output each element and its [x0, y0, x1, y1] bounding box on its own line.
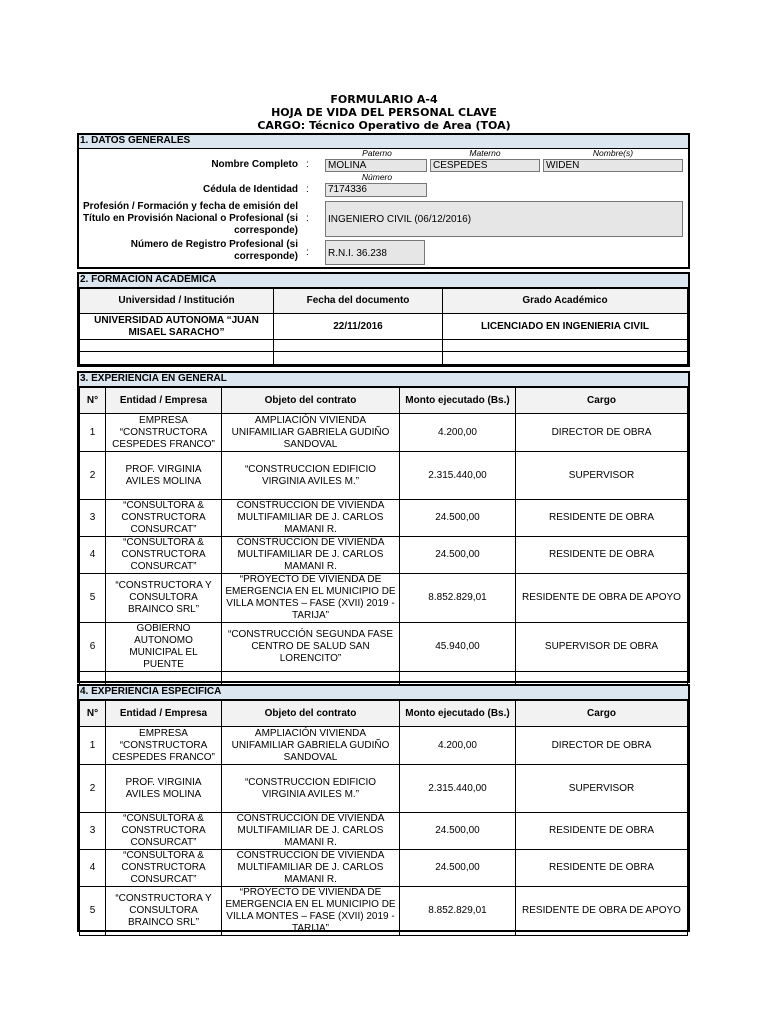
caption-paterno: Paterno	[362, 148, 392, 158]
table-row	[80, 887, 688, 936]
table-row	[80, 727, 688, 765]
col-header: Monto ejecutado (Bs.)	[400, 701, 516, 727]
cell-number: 2	[80, 452, 106, 500]
table-row	[80, 314, 688, 340]
cell-amount: 2.315.440,00	[400, 452, 516, 500]
form-code: FORMULARIO A-4	[330, 93, 438, 106]
cell-role: SUPERVISOR	[516, 452, 688, 500]
cell-amount: 24.500,00	[400, 813, 516, 850]
cell-degree: LICENCIADO EN INGENIERIA CIVIL	[443, 314, 688, 340]
cell-role: RESIDENTE DE OBRA DE APOYO	[516, 574, 688, 623]
cell-object: CONSTRUCCIÓN DE VIVIENDA MULTIFAMILIAR DE J. CARLOS MAMANI R.	[222, 500, 400, 537]
col-header: N°	[80, 701, 106, 727]
table-row	[80, 537, 688, 574]
cell-entity: GOBIERNO AUTONOMO MUNICIPAL EL PUENTE	[106, 623, 222, 672]
cell-number: 4	[80, 850, 106, 887]
col-header: Cargo	[516, 388, 688, 414]
cell-number: 1	[80, 727, 106, 765]
label-registry: Número de Registro Profesional (si corresponde)	[130, 239, 298, 262]
table-row	[80, 850, 688, 887]
cell-number: 2	[80, 765, 106, 813]
cell-institution: UNIVERSIDAD AUTONOMA “JUAN MISAEL SARACHO”	[80, 314, 274, 340]
cell-entity: “CONSTRUCTORA Y CONSULTORA BRAINCO SRL”	[106, 574, 222, 623]
table-row	[80, 500, 688, 537]
table-row	[80, 765, 688, 813]
section-general-experience	[77, 371, 690, 683]
cell-object: AMPLIACIÓN VIVIENDA UNIFAMILIAR GABRIELA GUDIÑO SANDOVAL	[222, 414, 400, 452]
cell-amount: 2.315.440,00	[400, 765, 516, 813]
cell-number: 3	[80, 813, 106, 850]
col-header: Entidad / Empresa	[106, 388, 222, 414]
cell-number: 5	[80, 574, 106, 623]
form-title: HOJA DE VIDA DEL PERSONAL CLAVE	[271, 106, 497, 119]
cell-object: CONSTRUCCIÓN DE VIVIENDA MULTIFAMILIAR DE J. CARLOS MAMANI R.	[222, 850, 400, 887]
field-paterno[interactable]: MOLINA	[325, 159, 427, 172]
cell-number: 4	[80, 537, 106, 574]
cell-amount: 4.200,00	[400, 414, 516, 452]
cell-role: RESIDENTE DE OBRA	[516, 850, 688, 887]
cell-role: DIRECTOR DE OBRA	[516, 727, 688, 765]
cell-object: CONSTRUCCIÓN DE VIVIENDA MULTIFAMILIAR DE J. CARLOS MAMANI R.	[222, 813, 400, 850]
col-header: N°	[80, 388, 106, 414]
field-registry[interactable]: R.N.I. 36.238	[325, 240, 425, 265]
colon: :	[306, 213, 309, 224]
cell-entity: “CONSULTORA & CONSTRUCTORA CONSURCAT”	[106, 500, 222, 537]
colon: :	[306, 159, 309, 170]
cell-amount: 24.500,00	[400, 850, 516, 887]
cell-object: “CONSTRUCCION EDIFICIO VIRGINIA AVILES M.”	[222, 452, 400, 500]
caption-numero: Número	[361, 172, 393, 182]
cell-number: 6	[80, 623, 106, 672]
table-row	[80, 452, 688, 500]
field-nombres[interactable]: WIDEN	[543, 159, 683, 172]
cell-entity: EMPRESA “CONSTRUCTORA CESPEDES FRANCO”	[106, 727, 222, 765]
general-experience-table	[79, 387, 688, 686]
cell-amount: 45.940,00	[400, 623, 516, 672]
section-academic	[77, 272, 690, 367]
specific-experience-table	[79, 700, 688, 936]
cell-object: “PROYECTO DE VIVIENDA DE EMERGENCIA EN EL MUNICIPIO DE VILLA MONTES – FASE (XVII) 2019 - TARIJA”	[222, 574, 400, 623]
label-profession: Profesión / Formación y fecha de emisión del Título en Provisión Nacional o Profesional (si corresponde)	[82, 201, 298, 236]
table-row-empty	[80, 340, 688, 352]
cell-role: RESIDENTE DE OBRA	[516, 500, 688, 537]
cell-role: DIRECTOR DE OBRA	[516, 414, 688, 452]
cell-entity: EMPRESA “CONSTRUCTORA CESPEDES FRANCO”	[106, 414, 222, 452]
table-row	[80, 414, 688, 452]
cell-role: RESIDENTE DE OBRA DE APOYO	[516, 887, 688, 936]
col-header: Entidad / Empresa	[106, 701, 222, 727]
label-full-name: Nombre Completo	[211, 159, 298, 170]
caption-materno: Materno	[469, 148, 501, 158]
col-header: Objeto del contrato	[222, 701, 400, 727]
table-row-empty	[80, 352, 688, 365]
table-row	[80, 574, 688, 623]
section-title: 1. DATOS GENERALES	[79, 135, 688, 149]
section-title: 3. EXPERIENCIA EN GENERAL	[79, 373, 688, 387]
table-row	[80, 623, 688, 672]
cell-date: 22/11/2016	[274, 314, 443, 340]
col-header: Grado Académico	[443, 289, 688, 314]
cell-amount: 24.500,00	[400, 537, 516, 574]
form-position: CARGO: Técnico Operativo de Area (TOA)	[257, 119, 511, 132]
table-row	[80, 813, 688, 850]
label-id-card: Cédula de Identidad	[202, 184, 298, 195]
col-header: Universidad / Institución	[80, 289, 274, 314]
cell-entity: “CONSULTORA & CONSTRUCTORA CONSURCAT”	[106, 813, 222, 850]
cell-entity: PROF. VIRGINIA AVILES MOLINA	[106, 765, 222, 813]
cell-number: 1	[80, 414, 106, 452]
cell-number: 3	[80, 500, 106, 537]
cell-role: SUPERVISOR	[516, 765, 688, 813]
col-header: Fecha del documento	[274, 289, 443, 314]
cell-entity: “CONSULTORA & CONSTRUCTORA CONSURCAT”	[106, 537, 222, 574]
col-header: Objeto del contrato	[222, 388, 400, 414]
colon: :	[306, 184, 309, 195]
field-id-card[interactable]: 7174336	[325, 183, 427, 197]
col-header: Monto ejecutado (Bs.)	[400, 388, 516, 414]
cell-entity: PROF. VIRGINIA AVILES MOLINA	[106, 452, 222, 500]
cell-object: “CONSTRUCCION EDIFICIO VIRGINIA AVILES M.”	[222, 765, 400, 813]
cell-amount: 8.852.829,01	[400, 887, 516, 936]
colon: :	[306, 247, 309, 258]
cell-number: 5	[80, 887, 106, 936]
cell-object: CONSTRUCCIÓN DE VIVIENDA MULTIFAMILIAR DE J. CARLOS MAMANI R.	[222, 537, 400, 574]
cell-amount: 4.200,00	[400, 727, 516, 765]
section-title: 4. EXPERIENCIA ESPECÍFICA	[79, 686, 688, 700]
academic-table	[79, 288, 688, 365]
field-profession[interactable]: INGENIERO CIVIL (06/12/2016)	[325, 201, 683, 237]
cell-object: AMPLIACIÓN VIVIENDA UNIFAMILIAR GABRIELA GUDIÑO SANDOVAL	[222, 727, 400, 765]
field-materno[interactable]: CESPEDES	[430, 159, 540, 172]
cell-entity: “CONSULTORA & CONSTRUCTORA CONSURCAT”	[106, 850, 222, 887]
section-specific-experience	[77, 684, 690, 932]
cell-object: “PROYECTO DE VIVIENDA DE EMERGENCIA EN EL MUNICIPIO DE VILLA MONTES – FASE (XVII) 2019 - TARIJA”	[222, 887, 400, 936]
cell-role: RESIDENTE DE OBRA	[516, 813, 688, 850]
cell-role: SUPERVISOR DE OBRA	[516, 623, 688, 672]
cell-amount: 8.852.829,01	[400, 574, 516, 623]
cell-object: “CONSTRUCCIÓN SEGUNDA FASE CENTRO DE SALUD SAN LORENCITO”	[222, 623, 400, 672]
cell-amount: 24.500,00	[400, 500, 516, 537]
section-title: 2. FORMACION ACADÉMICA	[79, 274, 688, 288]
col-header: Cargo	[516, 701, 688, 727]
cell-role: RESIDENTE DE OBRA	[516, 537, 688, 574]
caption-nombres: Nombre(s)	[592, 148, 634, 158]
cell-entity: “CONSTRUCTORA Y CONSULTORA BRAINCO SRL”	[106, 887, 222, 936]
